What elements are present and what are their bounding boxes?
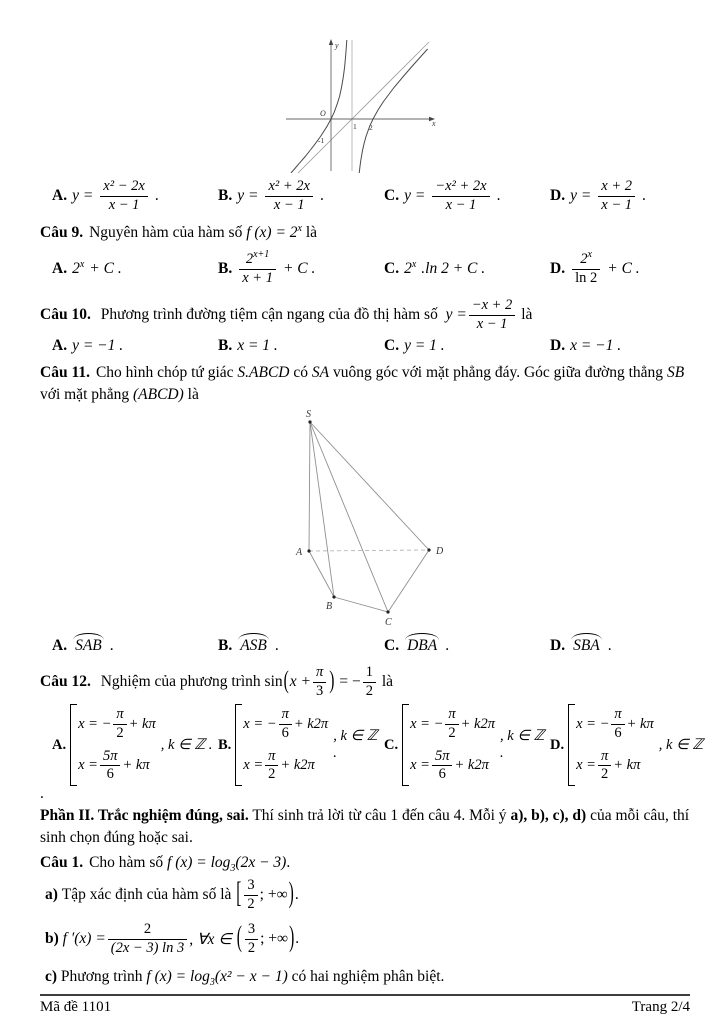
fraction: $\frac{2^x}{\ln 2}$ (572, 252, 600, 287)
left-bracket: [ (236, 877, 242, 910)
p2q1-heading (40, 852, 690, 874)
math-derivative: f ′(x) = (62, 930, 106, 947)
question-text: là (187, 386, 199, 403)
option-label: C. (384, 187, 400, 204)
solution-system-bracket: x = − $\frac{\pi}{2}$ + k2π x = $\frac{5\pi}{6}$ + k2π (402, 704, 496, 787)
question-number: Câu 11. (40, 364, 90, 381)
q11-option-a (52, 637, 218, 655)
pyramid-svg (280, 408, 465, 630)
option-label: C. (384, 637, 400, 654)
option-label: A. (52, 260, 68, 277)
question-number: Câu 10. (40, 306, 91, 323)
vertex-B-dot (332, 595, 335, 598)
q12-option-a (52, 704, 218, 787)
q11-options-row (40, 632, 690, 660)
option-lead: y = (72, 187, 94, 204)
option-label: A. (52, 736, 67, 753)
y-axis-label: y (335, 41, 339, 50)
fraction: $\frac{\text{x² − 2x}}{x - 1}$ (100, 179, 148, 214)
curve-left-branch (291, 40, 347, 173)
question-text: Cho hàm số (89, 854, 164, 871)
q11-option-d (550, 637, 716, 655)
origin-label: O (320, 109, 326, 118)
angle-name: SAB (72, 637, 105, 655)
q8-option-c (384, 179, 550, 214)
option-text: y = 1 . (404, 337, 445, 354)
solution-system-bracket: x = − $\frac{\pi}{6}$ + kπ x = $\frac{\pi}{2}$ + kπ (568, 704, 655, 787)
fraction: $\frac{\text{x² + 2x}}{x - 1}$ (265, 179, 313, 214)
math-lead: y = (445, 306, 467, 323)
interval-mid: ; +∞ (260, 930, 289, 947)
question-tail: là (521, 306, 533, 323)
left-paren: ( (283, 667, 289, 695)
angle-name: DBA (404, 637, 440, 655)
x-axis-label: x (432, 119, 436, 128)
edge-CD (388, 550, 429, 612)
tick-1-label: 1 (353, 122, 357, 131)
q10-option-a (52, 337, 218, 355)
sin-function: sin (264, 673, 283, 690)
fraction: $\frac{1}{2}$ (363, 665, 376, 700)
part2-text: Thí sinh trả lời từ câu 1 đến câu 4. Mỗi ý (252, 807, 507, 824)
edge-AB (309, 551, 334, 597)
right-paren: ) (289, 921, 295, 954)
solution-system-bracket: x = − $\frac{\pi}{6}$ + k2π x = $\frac{\pi}{2}$ + k2π (235, 704, 329, 787)
fraction: $\frac{3}{2}$ (245, 922, 258, 957)
option-tail: . (642, 187, 646, 204)
q10-heading (40, 296, 690, 334)
item-tail: có hai nghiệm phân biệt. (291, 968, 445, 985)
fraction: $\frac{3}{2}$ (244, 878, 257, 913)
item-label: b) (45, 930, 59, 947)
option-tail: . (496, 187, 501, 204)
edge-SC (310, 422, 388, 612)
oblique-asymptote-line (285, 42, 429, 173)
page-number: Trang 2/4 (631, 999, 690, 1015)
math-power: 2$^x$ (72, 258, 85, 277)
part2-text: của mỗi câu, thí sinh chọn đúng hoặc sai. (40, 807, 690, 846)
q8-options-row (40, 173, 690, 219)
question-text: Cho hình chóp tứ giác (95, 364, 234, 381)
q10-options-row (40, 334, 690, 358)
option-tail: . (319, 187, 324, 204)
option-tail: . (109, 637, 114, 654)
math-log: f $(x) = \log_3(2x - 3)$ (167, 854, 287, 875)
fraction: $\frac{2}{(2x - 3) \ln 3}$ (108, 922, 187, 957)
exam-code: Mã đề 1101 (40, 999, 112, 1015)
y-axis-arrow-icon (329, 39, 333, 45)
part2-intro (40, 805, 690, 849)
q9-heading (40, 222, 690, 244)
option-tail: + C . (607, 260, 640, 277)
vertex-D-label: D (436, 546, 444, 557)
right-paren: ) (288, 877, 294, 910)
option-label: D. (550, 736, 565, 753)
item-label: a) (45, 886, 58, 903)
stray-period: . (40, 785, 44, 802)
period: . (286, 854, 291, 871)
q9-options-row (40, 244, 690, 294)
period: . (295, 930, 300, 947)
question-text: Nghiệm của phương trình (100, 673, 261, 690)
question-text: Phương trình đường tiệm cận ngang của đồ thị hàm số (100, 306, 438, 323)
p2q1-item-b (40, 916, 690, 962)
q8-option-b (218, 179, 384, 214)
option-tail: .ln 2 + C . (421, 260, 486, 277)
option-label: C. (384, 260, 400, 277)
math-sa: SA (311, 364, 330, 381)
q8-option-a (52, 179, 218, 214)
question-number: Câu 1. (40, 854, 84, 871)
q10-option-b (218, 337, 384, 355)
stray-period-line (40, 787, 690, 803)
option-text: y = −1 . (72, 337, 124, 354)
vertex-B-label: B (326, 601, 333, 612)
item-text: Tập xác định của hàm số là (61, 886, 232, 903)
option-tail: + C . (89, 260, 122, 277)
option-label: A. (52, 337, 68, 354)
left-paren: ( (236, 921, 242, 954)
math-sabcd: S.ABCD (237, 364, 290, 381)
question-text: Nguyên hàm của hàm số (89, 224, 243, 241)
right-paren: ) (329, 667, 335, 695)
question-number: Câu 12. (40, 673, 91, 690)
q9-option-c (384, 260, 550, 278)
vertex-A-dot (307, 549, 310, 552)
fraction: $\frac{\pi}{3}$ (313, 665, 326, 700)
q11-option-c (384, 637, 550, 655)
option-label: B. (218, 260, 233, 277)
option-label: D. (550, 637, 566, 654)
q10-option-c (384, 337, 550, 355)
fraction: $\frac{\text{−x² + 2x}}{x - 1}$ (432, 179, 489, 214)
part2-title: Phần II. Trắc nghiệm đúng, sai. (40, 807, 249, 824)
vertex-A-label: A (296, 547, 303, 558)
option-label: A. (52, 187, 68, 204)
page-footer (40, 994, 690, 1024)
k-in-Z: , k ∈ ℤ . (500, 728, 545, 761)
option-lead: y = (237, 187, 259, 204)
edge-SB (310, 422, 334, 597)
vertex-D-dot (427, 548, 430, 551)
option-label: D. (550, 260, 566, 277)
q12-option-c (384, 704, 550, 787)
q9-option-b (218, 248, 384, 287)
question-tail: là (381, 673, 393, 690)
q12-option-d (550, 704, 716, 787)
tick-minus1-label: -1 (318, 136, 325, 145)
vertex-S-dot (308, 420, 311, 423)
option-label: C. (384, 736, 399, 753)
math-arg: x + (289, 673, 312, 690)
curve-right-branch (359, 49, 427, 173)
vertex-C-dot (386, 610, 389, 613)
math-log: f $(x) = \log_3(x^2 - x - 1)$ (146, 968, 288, 989)
figure-function-graph (283, 38, 443, 173)
q11-option-b (218, 637, 384, 655)
option-tail: . (274, 637, 279, 654)
option-label: C. (384, 337, 400, 354)
q12-heading (40, 661, 690, 703)
option-text: x = −1 . (570, 337, 622, 354)
item-text: Phương trình (60, 968, 143, 985)
k-in-Z: , k ∈ ℤ . (160, 736, 213, 753)
option-label: A. (52, 637, 68, 654)
math-fx: f $(x) = 2^x$ (246, 222, 302, 241)
q8-option-d (550, 179, 716, 214)
q10-option-d (550, 337, 716, 355)
q11-heading (40, 362, 690, 406)
tick-2-label: 2 (369, 123, 373, 132)
p2q1-item-a (40, 874, 690, 916)
k-in-Z: , k ∈ ℤ (658, 736, 704, 753)
k-in-Z: , k ∈ ℤ . (333, 728, 378, 761)
interval-mid: ; +∞ (259, 886, 288, 903)
vertex-S-label: S (306, 409, 311, 420)
option-label: D. (550, 337, 566, 354)
math-power: 2$^x$ (404, 258, 417, 277)
option-tail: . (445, 637, 450, 654)
question-number: Câu 9. (40, 224, 84, 241)
q9-option-d (550, 248, 716, 287)
edge-SD (310, 422, 429, 550)
option-label: B. (218, 637, 233, 654)
solution-system-bracket: x = − $\frac{\pi}{2}$ + kπ x = $\frac{5\pi}{6}$ + kπ (70, 704, 157, 787)
item-label: c) (45, 968, 58, 985)
fraction: $\frac{2^{x+1}}{x + 1}$ (239, 252, 276, 287)
question-tail: là (305, 224, 318, 241)
function-graph-svg (283, 38, 443, 173)
angle-name: SBA (570, 637, 603, 655)
angle-name: ASB (237, 637, 270, 655)
option-lead: y = (404, 187, 426, 204)
math-sb: SB (666, 364, 685, 381)
option-lead: y = (570, 187, 592, 204)
question-text: vuông góc với mặt phẳng đáy. Góc giữa đường thẳng (332, 364, 664, 381)
option-label: B. (218, 187, 233, 204)
fraction: $\frac{x + 2}{x - 1}$ (598, 179, 635, 214)
q12-options-row (40, 703, 704, 787)
option-tail: + C . (282, 260, 316, 277)
equals-minus: = − (339, 673, 361, 690)
q12-option-b (218, 704, 384, 787)
option-text: x = 1 . (237, 337, 278, 354)
math-abcd: (ABCD) (133, 386, 184, 403)
fraction: $\frac{-x + 2}{x - 1}$ (469, 298, 516, 333)
period: . (294, 886, 299, 903)
vertex-C-label: C (385, 617, 392, 628)
part2-items-bold: a), b), c), d) (510, 807, 587, 824)
option-label: D. (550, 187, 566, 204)
edge-BC (334, 597, 388, 612)
q9-option-a (52, 260, 218, 278)
forall-text: , ∀x ∈ (189, 930, 232, 948)
p2q1-item-c (40, 966, 690, 988)
question-text: có (293, 364, 309, 381)
edge-AD-dashed (309, 550, 429, 551)
question-text: với mặt phẳng (40, 386, 130, 403)
figure-pyramid (280, 408, 465, 630)
option-label: B. (218, 736, 232, 753)
edge-SA (309, 422, 310, 551)
option-tail: . (154, 187, 159, 204)
option-label: B. (218, 337, 233, 354)
option-tail: . (607, 637, 612, 654)
